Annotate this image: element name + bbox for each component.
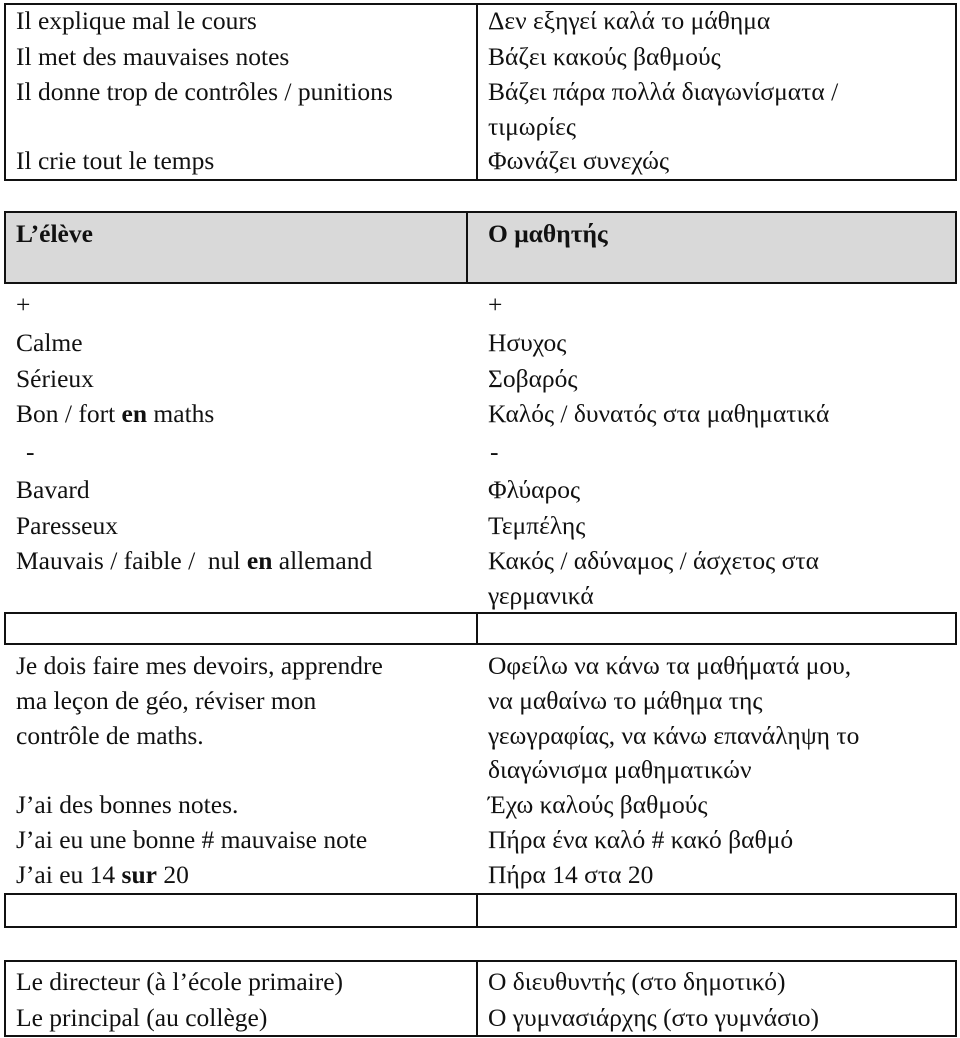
gr-serious: Σοβαρός <box>488 364 578 393</box>
plus-marker-fr: + <box>16 290 31 319</box>
gr-good-at-maths: Καλός / δυνατός στα μαθηματικά <box>488 399 830 428</box>
rule <box>466 211 468 283</box>
fr-good-at-maths-en: en <box>121 399 148 428</box>
gr-director: Ο διευθυντής (στο δημοτικό) <box>488 967 786 996</box>
rule <box>4 179 957 181</box>
fr-calm: Calme <box>16 328 83 357</box>
fr-talkative: Bavard <box>16 475 90 504</box>
fr-good-notes: J’ai des bonnes notes. <box>16 790 239 819</box>
header-fr: L’élève <box>16 219 93 248</box>
gr-explains-badly: Δεν εξηγεί καλά το μάθημα <box>488 6 771 35</box>
fr-lazy: Paresseux <box>16 511 118 540</box>
fr-bad-at-german-c: allemand <box>272 546 373 575</box>
rule <box>955 211 957 283</box>
header-gr: Ο μαθητής <box>488 219 608 248</box>
gr-lazy: Τεμπέλης <box>488 511 586 540</box>
fr-score <box>16 857 189 893</box>
gr-duties-line3: γεωγραφίας, να κάνω επανάληψη το <box>488 721 860 750</box>
gr-principal: Ο γυμνασιάρχης (στο γυμνάσιο) <box>488 1003 819 1032</box>
rule <box>4 960 957 962</box>
header-shade <box>5 212 956 282</box>
rule <box>4 612 957 614</box>
gr-too-many-tests-line1: Βάζει πάρα πολλά διαγωνίσματα / <box>488 77 839 106</box>
rule <box>4 926 957 928</box>
rule <box>4 612 6 645</box>
rule <box>4 3 6 181</box>
gr-score: Πήρα 14 στα 20 <box>488 860 654 889</box>
gr-bad-at-german-line1: Κακός / αδύναμος / άσχετος στα <box>488 546 820 575</box>
rule <box>4 211 957 213</box>
gr-shouts: Φωνάζει συνεχώς <box>488 146 670 175</box>
rule <box>476 612 478 645</box>
rule <box>476 893 478 928</box>
fr-explains-badly: Il explique mal le cours <box>16 6 257 35</box>
fr-bad-marks: Il met des mauvaises notes <box>16 42 290 71</box>
minus-marker-gr: - <box>490 437 499 466</box>
rule <box>4 893 6 928</box>
fr-serious: Sérieux <box>16 364 94 393</box>
fr-good-bad-note: J’ai eu une bonne # mauvaise note <box>16 825 368 854</box>
fr-principal: Le principal (au collège) <box>16 1003 268 1032</box>
fr-good-at-maths-c: maths <box>147 399 215 428</box>
gr-good-notes: Έχω καλούς βαθμούς <box>488 790 708 819</box>
minus-marker-fr: - <box>26 437 35 466</box>
fr-shouts: Il crie tout le temps <box>16 146 215 175</box>
gr-duties-line1: Οφείλω να κάνω τα μαθήματά μου, <box>488 651 852 680</box>
gr-bad-marks: Βάζει κακούς βαθμούς <box>488 42 721 71</box>
rule <box>4 893 957 895</box>
fr-good-at-maths <box>16 396 214 432</box>
gr-duties-line2: να μαθαίνω το μάθημα της <box>488 686 763 715</box>
rule <box>955 3 957 181</box>
fr-duties-line3: contrôle de maths. <box>16 721 204 750</box>
gr-calm: Ησυχος <box>488 328 567 357</box>
rule <box>476 3 478 181</box>
plus-marker-gr: + <box>488 290 503 319</box>
gr-good-bad-note: Πήρα ένα καλό # κακό βαθμό <box>488 825 794 854</box>
fr-bad-at-german-en: en <box>246 546 273 575</box>
fr-good-at-maths-a: Bon / fort <box>16 399 122 428</box>
rule <box>4 211 6 283</box>
rule <box>476 960 478 1037</box>
rule <box>955 612 957 645</box>
fr-bad-at-german-a: Mauvais / faible / nul <box>16 546 247 575</box>
fr-score-a: J’ai eu 14 <box>16 860 122 889</box>
rule <box>4 643 957 645</box>
gr-duties-line4: διαγώνισμα μαθηματικών <box>488 755 752 784</box>
gr-talkative: Φλύαρος <box>488 475 581 504</box>
fr-score-c: 20 <box>156 860 189 889</box>
fr-duties-line1: Je dois faire mes devoirs, apprendre <box>16 651 383 680</box>
gr-bad-at-german-line2: γερμανικά <box>488 581 594 610</box>
fr-bad-at-german <box>16 543 372 579</box>
fr-too-many-tests: Il donne trop de contrôles / punitions <box>16 77 393 106</box>
gr-too-many-tests-line2: τιμωρίες <box>488 112 576 141</box>
rule <box>955 893 957 928</box>
rule <box>4 282 957 284</box>
fr-director: Le directeur (à l’école primaire) <box>16 967 344 996</box>
rule <box>955 960 957 1037</box>
fr-score-sur: sur <box>121 860 157 889</box>
fr-duties-line2: ma leçon de géo, réviser mon <box>16 686 317 715</box>
rule <box>4 960 6 1037</box>
